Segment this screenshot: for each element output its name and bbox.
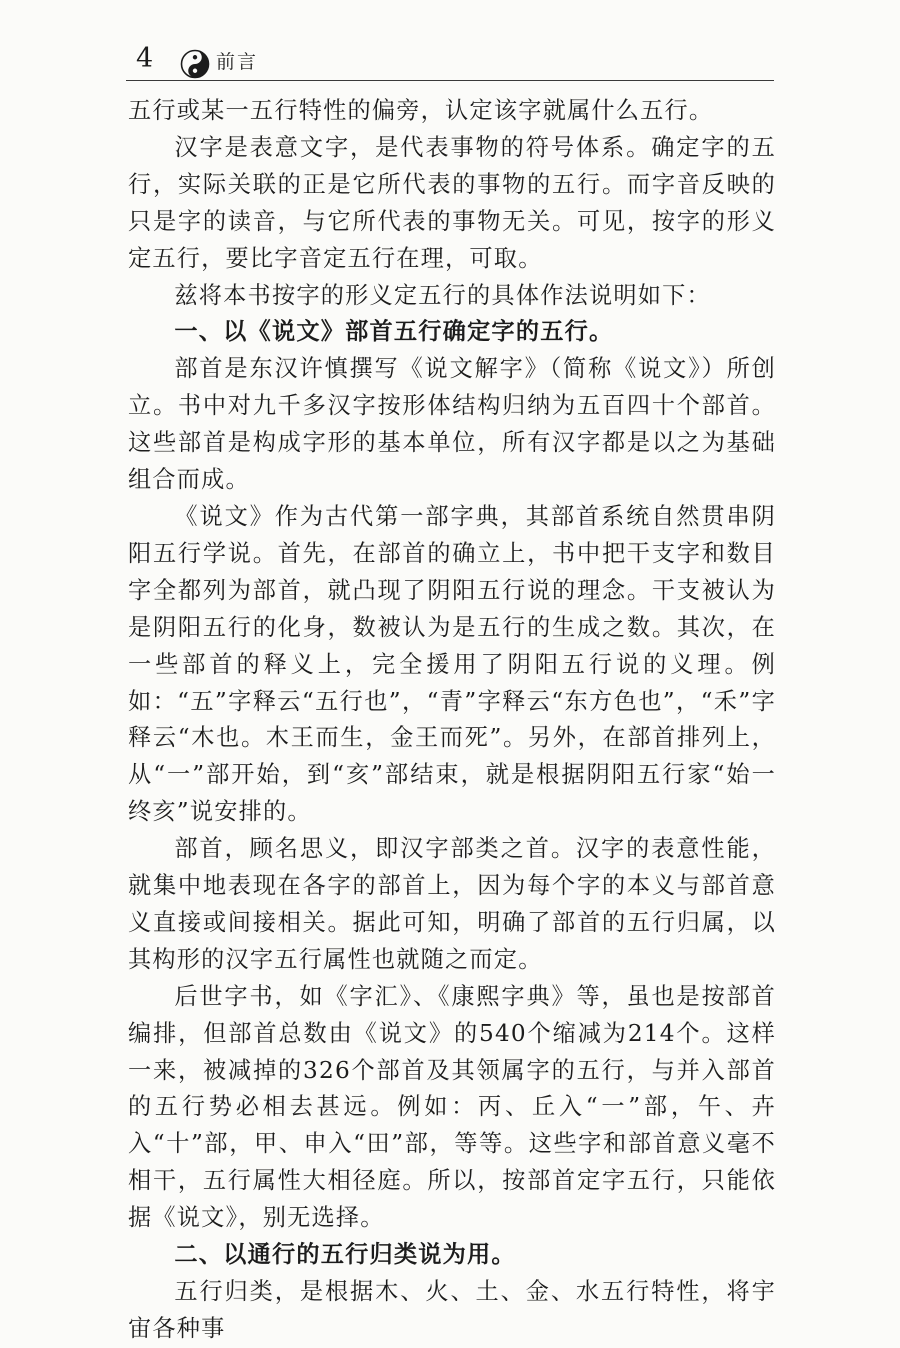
- section-heading: 二、以通行的五行归类说为用。: [174, 1241, 516, 1269]
- paragraph: 部首是东汉许慎撰写《说文解字》（简称《说文》）所创立。书中对九千多汉字按形体结构归纳为五百四十个部首。这些部首是构成字形的基本单位，所有汉字都是以之为基础组合而成。: [128, 355, 776, 494]
- paragraph: 五行归类，是根据木、火、土、金、水五行特性，将宇宙各种事: [128, 1278, 776, 1342]
- yin-yang-icon: [180, 49, 210, 79]
- body-text: [128, 93, 776, 1348]
- paragraph: 五行或某一五行特性的偏旁，认定该字就属什么五行。: [128, 97, 714, 124]
- section-heading: 一、以《说文》部首五行确定字的五行。: [174, 318, 614, 346]
- paragraph: 部首，顾名思义，即汉字部类之首。汉字的表意性能，就集中地表现在各字的部首上，因为每个字的本义与部首意义直接或间接相关。据此可知，明确了部首的五行归属，以其构形的汉字五行属性也就随之而定。: [128, 835, 776, 973]
- paragraph: 汉字是表意文字，是代表事物的符号体系。确定字的五行，实际关联的正是它所代表的事物的五行。而字音反映的只是字的读音，与它所代表的事物无关。可见，按字的形义定五行，要比字音定五行在理，可取。: [128, 133, 776, 272]
- page-number: 4: [136, 43, 154, 74]
- section-title: 前言: [216, 51, 259, 73]
- paragraph: 兹将本书按字的形义定五行的具体作法说明如下：: [174, 281, 711, 309]
- paragraph: 后世字书，如《字汇》、《康熙字典》等，虽也是按部首编排，但部首总数由《说文》的540个缩减为214个。这样一来，被减掉的326个部首及其领属字的五行，与并入部首的五行势必相去甚远。例如：丙、丘入“一”部，午、卉入“十”部，甲、申入“田”部，等等。这些字和部首意义毫不相干，五行属性大相径庭。所以，按部首定字五行，只能依据《说文》，别无选择。: [128, 982, 776, 1232]
- paragraph: 《说文》作为古代第一部字典，其部首系统自然贯串阴阳五行学说。首先，在部首的确立上，书中把干支字和数目字全都列为部首，就凸现了阴阳五行说的理念。干支被认为是阴阳五行的化身，数被认为是五行的生成之数。其次，在一些部首的释义上，完全援用了阴阳五行说的义理。例如：“五”字释云“五行也”，“青”字释云“东方色也”，“禾”字释云“木也。木王而生，金王而死”。另外，在部首排列上，从“一”部开始，到“亥”部结束，就是根据阴阳五行家“始一终亥”说安排的。: [128, 502, 776, 826]
